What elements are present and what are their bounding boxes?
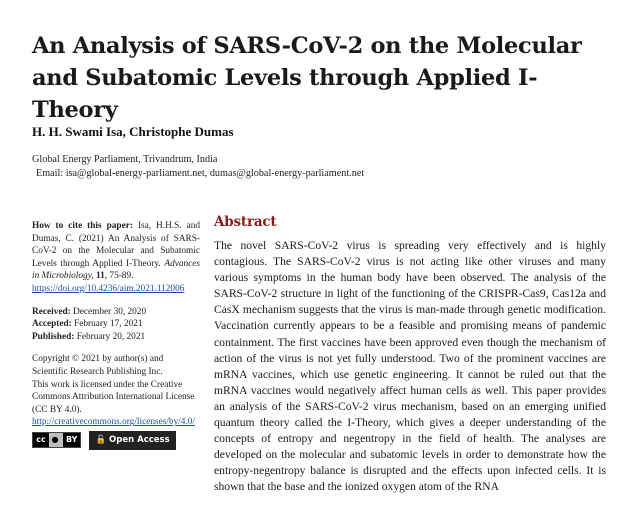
accepted-label: Accepted: xyxy=(32,319,72,330)
affiliation: Global Energy Parliament, Trivandrum, India xyxy=(32,154,218,165)
email-line: Email: isa@global-energy-parliament.net, dumas@global-energy-parliament.net xyxy=(36,168,365,179)
cite-volume: 11 xyxy=(95,271,105,282)
accepted-date: February 17, 2021 xyxy=(74,319,143,330)
cite-journal: Advances in Microbiology, xyxy=(32,258,201,282)
person-icon: ● xyxy=(51,434,59,444)
license-badges xyxy=(32,431,200,450)
article-info-sidebar xyxy=(32,220,200,450)
cc-icon: cc xyxy=(33,433,49,447)
copyright-2: This work is licensed under the Creative Commons Attribution International License (CC BY 4.0). xyxy=(32,379,195,415)
open-lock-icon: 🔓 xyxy=(95,434,107,445)
cite-body: Isa, H.H.S. and Dumas, C. (2021) An Analysis of SARS-CoV-2 on the Molecular and Subatomic Levels through Applied I-Theory. xyxy=(32,221,200,269)
paper-title: An Analysis of SARS-CoV-2 on the Molecular and Subatomic Levels through Applied I-Theory xyxy=(32,33,582,123)
license-link[interactable]: http://creativecommons.org/licenses/by/4.0/ xyxy=(32,417,196,428)
published-label: Published: xyxy=(32,331,75,342)
doi-link[interactable]: https://doi.org/10.4236/aim.2021.112006 xyxy=(32,283,185,294)
abstract-section xyxy=(214,214,606,496)
abstract-text: The novel SARS-CoV-2 virus is spreading very effectively and is highly contagious. The SARS-CoV-2 virus is not acting like other viruses and many various symptoms in the human body have been observed. The analysis of the SARS-CoV-2 structure in light of the functioning of the CRISPR-Cas9, Cas12a and CasX mechanism suggests that the virus is man-made through genetic modification. Vaccination currently appears to be a feasible and promising means of pandemic containment. The first vaccines have been approved even though the mechanism of action of the virus is not yet fully understood. Two of the prominent vaccines are mRNA vaccines, which use genetic engineering. It cannot be ruled out that the mRNA vaccines would negatively affect human cells as well. This paper provides an analysis of the SARS-CoV-2 virus mechanism, based on an emerging unified quantum theory called the I-Theory, which gives a deeper understanding of the concepts of entropy and negentropy in the field of health. The analyses are developed on the molecular and subatomic levels in order to demonstrate how the entropy-negentropy balance is disrupted and the effects upon infected cells. It is shown that the base and the ionized oxygen atom of the RNA xyxy=(214,239,606,494)
open-access-label: Open Access xyxy=(109,434,170,445)
copyright-1: Copyright © 2021 by author(s) and Scientific Research Publishing Inc. xyxy=(32,354,164,377)
published-date: February 20, 2021 xyxy=(76,331,146,342)
citation xyxy=(32,220,200,296)
received-date: December 30, 2020 xyxy=(73,306,147,317)
received-label: Received: xyxy=(32,306,71,317)
authors: H. H. Swami Isa, Christophe Dumas xyxy=(32,124,234,139)
by-label: BY xyxy=(63,433,80,447)
open-access-badge[interactable] xyxy=(89,431,175,450)
cite-pages: , 75-89. xyxy=(104,271,134,282)
cc-by-badge[interactable] xyxy=(32,432,81,448)
abstract-heading: Abstract xyxy=(214,214,277,230)
cite-label: How to cite this paper: xyxy=(32,221,133,231)
copyright xyxy=(32,353,200,429)
dates xyxy=(32,306,200,344)
